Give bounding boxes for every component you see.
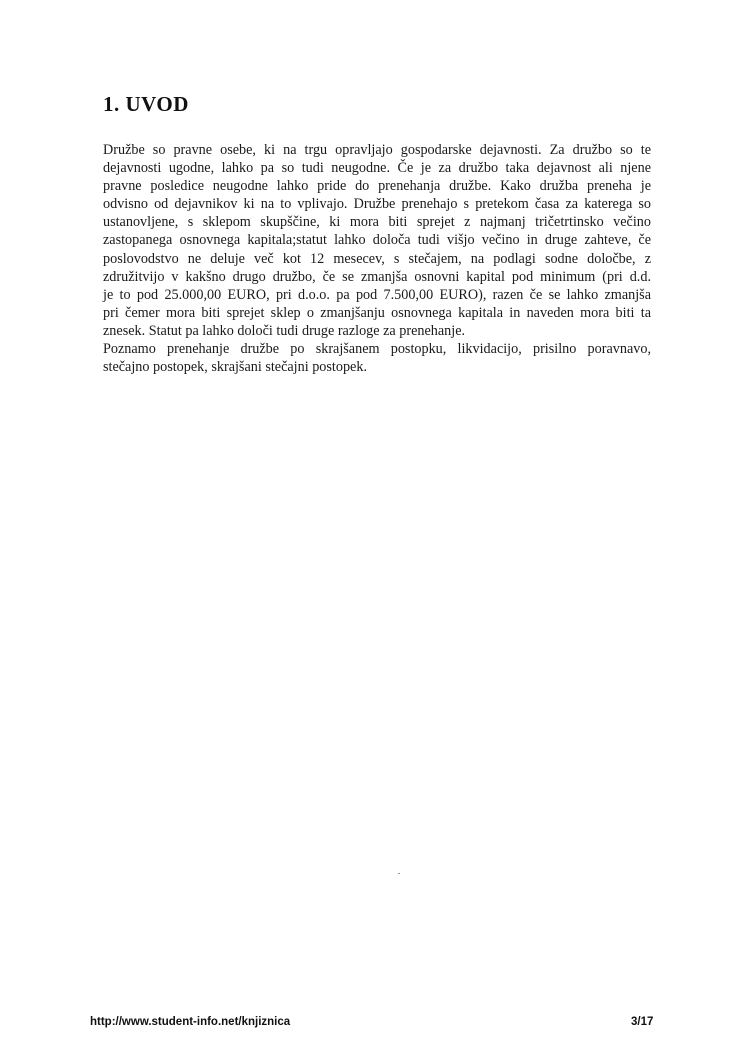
text-line: odvisno od dejavnikov ki na to vplivajo. Družbe prenehajo s pretekom časa za katerega so xyxy=(103,196,651,213)
scan-speck xyxy=(398,873,400,874)
text-line: združitvijo v kakšno drugo družbo, če se zmanjša osnovni kapital pod minimum (pri d.d. xyxy=(103,268,651,285)
text-line: dejavnosti ugodne, lahko pa so tudi neugodne. Če je za družbo taka dejavnost ali njene xyxy=(103,160,651,177)
text-line: pravne posledice neugodne lahko pride do prenehanja družbe. Kako družba preneha je xyxy=(103,178,651,195)
text-line: je to pod 25.000,00 EURO, pri d.o.o. pa pod 7.500,00 EURO), razen če se lahko zmanjša xyxy=(103,286,651,303)
section-heading: 1. UVOD xyxy=(103,92,189,116)
text-line: Poznamo prenehanje družbe po skrajšanem postopku, likvidacijo, prisilno poravnavo, xyxy=(103,341,651,358)
paragraph-types xyxy=(103,340,651,376)
text-line: zastopanega osnovnega kapitala;statut lahko določa tudi višjo večino in druge zahteve, če xyxy=(103,232,651,249)
footer-url: http://www.student-info.net/knjiznica xyxy=(90,1016,291,1028)
body-text xyxy=(103,141,651,376)
text-line: pri čemer mora biti sprejet sklep o zmanjšanju osnovnega kapitala in naveden mora biti ta xyxy=(103,304,651,321)
paragraph-intro xyxy=(103,141,651,340)
text-line: znesek. Statut pa lahko določi tudi druge razloge za prenehanje. xyxy=(103,322,466,339)
page-number: 3/17 xyxy=(631,1016,654,1028)
text-line: stečajno postopek, skrajšani stečajni postopek. xyxy=(103,359,367,376)
text-line: poslovodstvo ne deluje več kot 12 mesecev, s stečajem, na podlagi sodne določbe, z xyxy=(103,250,651,267)
text-line: Družbe so pravne osebe, ki na trgu opravljajo gospodarske dejavnosti. Za družbo so te xyxy=(103,142,651,158)
text-line: ustanovljene, s sklepom skupščine, ki mora biti sprejet z najmanj tričetrtinsko večino xyxy=(103,214,651,231)
